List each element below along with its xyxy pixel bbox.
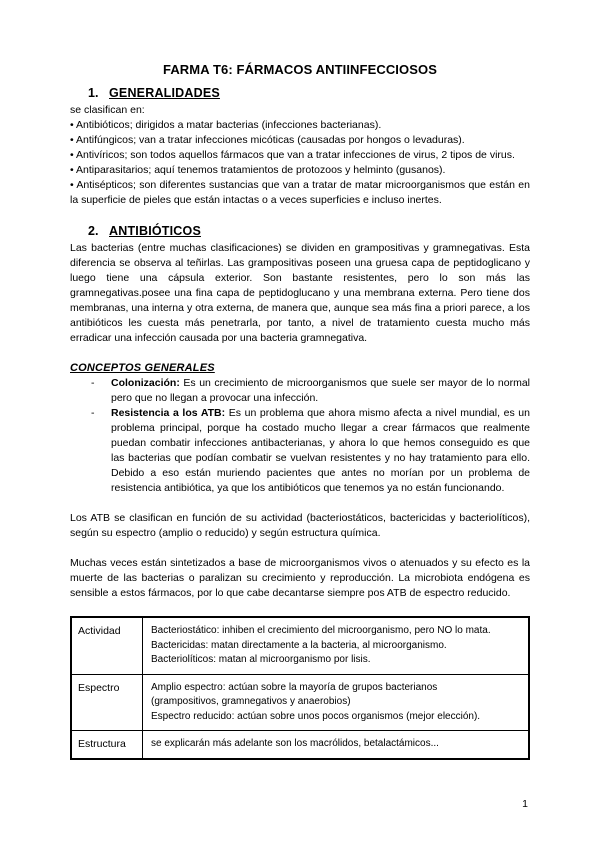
table-line: se explicarán más adelante son los macrólidos, betalactámicos... xyxy=(151,738,439,749)
concept-text: Es un crecimiento de microorganismos que suele ser mayor de lo normal pero que no llegan a provocar una infección. xyxy=(111,377,531,404)
page-title: FARMA T6: FÁRMACOS ANTIINFECCIOSOS xyxy=(163,62,437,77)
paragraph-sintetizados: Muchas veces están sintetizados a base de microorganismos vivos o atenuados y su efecto es la muerte de las bacterias o paralizan su crecimiento y reproducción. La microbiota endógena es sensible a estos fármacos, por lo que cabe decantarse siempre pos ATB de espectro reducido. xyxy=(70,557,530,599)
section-number: 2. xyxy=(88,224,99,238)
concept-body xyxy=(111,376,530,406)
section-heading-generalidades xyxy=(88,86,530,100)
section-heading-antibioticos xyxy=(88,224,530,238)
dash-marker: - xyxy=(91,407,95,419)
concept-text: Es un problema que ahora mismo afecta a nivel mundial, es un problema principal, porque ha costado mucho llegar a crear fármacos que realmente puedan combatir infecciones antibacterianas, y ahora lo que hemos conseguido es que las bacterias que podían combatir se vuelvan resistentes y no hay tratamiento para ello. Debido a eso están muriendo pacientes que antes no morían por un problema de resistencia antibiótica, ya que los antibióticos que tenemos ya no están funcionando. xyxy=(111,407,530,494)
table-line: Bactericidas: matan directamente a la bacteria, al microorganismo. xyxy=(151,639,447,651)
intro-text: se clasifican en: xyxy=(70,104,145,116)
paragraph-clasificacion-atb: Los ATB se clasifican en función de su actividad (bacteriostáticos, bactericidas y bacteriolíticos), según su espectro (amplio o reducido) y según estructura química. xyxy=(70,512,530,539)
table-label-cell: Estructura xyxy=(72,731,143,758)
section-heading-text: ANTIBIÓTICOS xyxy=(109,224,201,238)
concept-item-colonizacion xyxy=(70,376,530,406)
section-antibioticos xyxy=(70,224,530,346)
page-number: 1 xyxy=(522,798,528,810)
table-line: (grampositivos, gramnegativos y anaerobios) xyxy=(151,696,351,707)
table-line: Bacteriolíticos: matan al microorganismo por lisis. xyxy=(151,654,371,665)
concept-body xyxy=(111,406,530,496)
table-content-cell xyxy=(143,618,528,674)
table-line: Bacteriostático: inhiben el crecimiento del microorganismo, pero NO lo mata. xyxy=(151,625,491,636)
dash-marker: - xyxy=(91,377,95,389)
table-label-cell: Actividad xyxy=(72,618,143,674)
bullet-item-antiparasitarios: • Antiparasitarios; aquí tenemos tratamientos de protozoos y helminto (gusanos). xyxy=(70,164,446,176)
table-line: Amplio espectro: actúan sobre la mayoría de grupos bacterianos xyxy=(151,681,438,693)
section-number: 1. xyxy=(88,86,99,100)
table-label-cell: Espectro xyxy=(72,675,143,731)
bullet-item-antifungicos: • Antifúngicos; van a tratar infecciones micóticas (causadas por hongos o levaduras). xyxy=(70,134,465,146)
classification-bullet-list xyxy=(70,118,530,208)
bullet-item-antiviricos: • Antivíricos; son todos aquellos fármacos que van a tratar infecciones de virus, 2 tipos de virus. xyxy=(70,149,515,161)
table-row-estructura xyxy=(72,731,528,758)
table-line: Espectro reducido: actúan sobre unos pocos organismos (mejor elección). xyxy=(151,710,481,722)
concept-term: Resistencia a los ATB: xyxy=(111,407,226,419)
bullet-item-antisepticos: • Antisépticos; son diferentes sustancias que van a tratar de matar microorganismos que están en la superficie de pieles que están intactas o a veces superficies e incluso inertes. xyxy=(70,179,530,206)
table-content-cell xyxy=(143,731,528,758)
table-row-actividad xyxy=(72,618,528,675)
bullet-item-antibioticos: • Antibióticos; dirigidos a matar bacterias (infecciones bacterianas). xyxy=(70,119,382,131)
table-row-espectro xyxy=(72,675,528,732)
section-heading-text: GENERALIDADES xyxy=(109,86,220,100)
heading-conceptos-generales: CONCEPTOS GENERALES xyxy=(70,362,215,374)
concept-item-resistencia-atb xyxy=(70,406,530,496)
table-content-cell xyxy=(143,675,528,731)
concept-term: Colonización: xyxy=(111,377,180,389)
atb-classification-table xyxy=(70,616,530,760)
paragraph-bacterias: Las bacterias (entre muchas clasificaciones) se dividen en grampositivas y gramnegativas. Esta diferencia se observa al teñirlas. Las grampositivas poseen una gruesa capa de peptidoglicano y luego tiene una cápsula exterior. Son bastante resistentes, pero lo son más las gramnegativas.posee una fina capa de peptidoglucano y una membrana externa. Pero tiene dos membranas, una interna y otra externa, de manera que, aunque sea más fina a priori parece, a los antibióticos les cuesta más penetrarla, por tanto, a nivel de tratamiento cuesta mucho más erradicar una infección causada por una bacteria gramnegativa. xyxy=(70,242,530,344)
